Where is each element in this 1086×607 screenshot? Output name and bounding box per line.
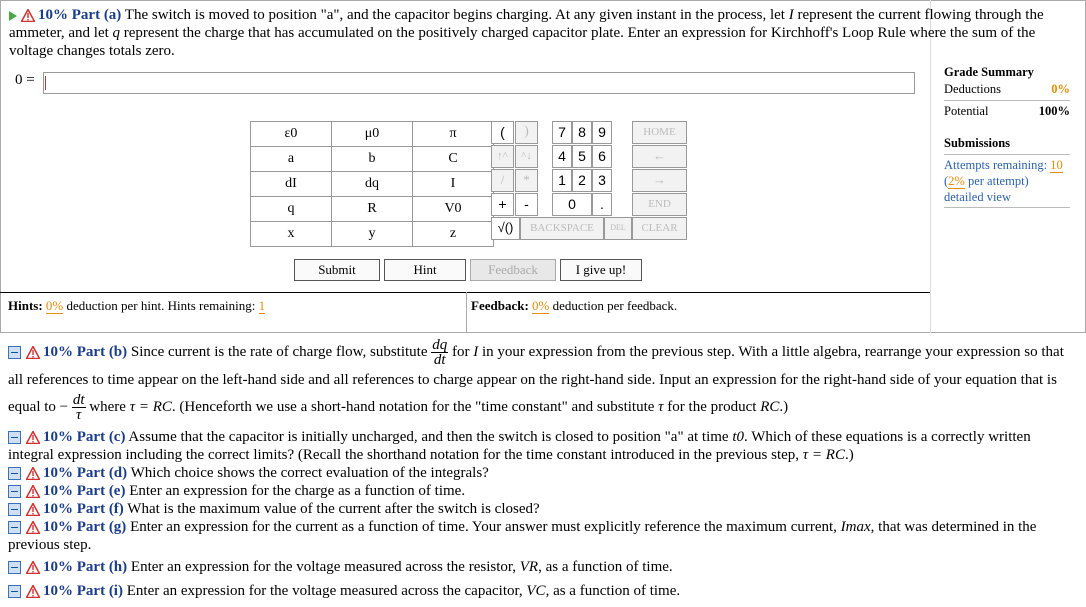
part-d [8, 464, 1078, 482]
var-i: I [788, 7, 794, 23]
part-a-text-2: represent the current flowing through the ammeter, and let [9, 7, 1044, 41]
key-y[interactable]: y [332, 222, 413, 247]
part-a-label: 10% Part (a) [38, 7, 122, 23]
part-c [8, 428, 1078, 464]
part-h-text-1: Enter an expression for the voltage measured across the resistor, [130, 559, 517, 575]
key-up[interactable]: ↑^ [491, 145, 514, 168]
key-6[interactable]: 6 [592, 145, 612, 168]
imax: Imax [840, 519, 871, 535]
tau-eq: τ = RC [129, 398, 172, 415]
give-up-button[interactable]: I give up! [560, 259, 642, 281]
collapse-icon[interactable] [8, 561, 21, 574]
warning-icon [26, 585, 40, 598]
key-pi[interactable]: π [413, 122, 494, 147]
key-dot[interactable]: . [592, 193, 612, 216]
key-end[interactable]: END [632, 193, 687, 216]
part-g-text-2: , that was determined in the previous step. [8, 519, 1037, 553]
tau: τ [658, 398, 664, 415]
part-h-text-2: , as a function of time. [538, 559, 673, 575]
key-del[interactable]: DEL [604, 217, 632, 240]
deductions-value: 0% [1051, 82, 1070, 96]
part-b-label: 10% Part (b) [43, 343, 128, 360]
tau-eq-c: τ = RC [802, 447, 845, 463]
part-a-question [9, 6, 1069, 60]
text-caret [45, 76, 46, 90]
key-9[interactable]: 9 [592, 121, 612, 144]
key-2[interactable]: 2 [572, 169, 592, 192]
answer-input[interactable] [43, 72, 915, 94]
key-7[interactable]: 7 [552, 121, 572, 144]
key-plus[interactable]: + [491, 193, 514, 216]
part-b-text-4: where [89, 398, 126, 415]
part-a-text-1: The switch is moved to position "a", and the capacitor begins charging. At any given instant in the process, let [124, 7, 789, 23]
part-g-label: 10% Part (g) [43, 519, 127, 535]
part-b-text-2: for [451, 343, 470, 360]
key-sqrt[interactable]: √() [491, 217, 520, 240]
deductions-label: Deductions [944, 82, 1001, 96]
warning-icon [26, 467, 40, 480]
part-i-text-1: Enter an expression for the voltage measured across the capacitor, [126, 583, 523, 599]
part-b-text-1: Since current is the rate of charge flow, substitute [130, 343, 428, 360]
part-b-text-5: . (Henceforth we use a short-hand notation for the "time constant" and substitute [171, 398, 655, 415]
collapse-icon[interactable] [8, 585, 21, 598]
key-multiply[interactable]: * [515, 169, 538, 192]
part-c-text-2: . Which of these equations is a correctly written integral expression including the correct limits? (Recall the shorthand notation for the time constant introduced in the previous step, [8, 429, 1031, 463]
hints-pct: 0% [45, 298, 64, 313]
part-d-label: 10% Part (d) [43, 465, 128, 481]
key-epsilon0[interactable]: ε0 [251, 122, 332, 147]
part-c-text-1: Assume that the capacitor is initially uncharged, and then the switch is closed to position "a" at time [128, 429, 729, 445]
key-a[interactable]: a [251, 147, 332, 172]
per-attempt-label: per attempt) [967, 174, 1029, 188]
part-i-text-2: , as a function of time. [545, 583, 681, 599]
hints-text: deduction per hint. Hints remaining: [66, 298, 256, 313]
hints-label: Hints: [8, 298, 43, 313]
key-dq[interactable]: dq [332, 172, 413, 197]
hints-info [8, 298, 265, 314]
key-4[interactable]: 4 [552, 145, 572, 168]
feedback-pct: 0% [532, 298, 550, 313]
feedback-info [471, 298, 677, 314]
key-I[interactable]: I [413, 172, 494, 197]
grade-summary [944, 64, 1070, 210]
fraction-dq-dt: $\frac{dq}{dt}$ [432, 337, 448, 368]
key-q[interactable]: q [251, 197, 332, 222]
key-minus[interactable]: - [515, 193, 538, 216]
warning-icon [26, 521, 40, 534]
key-right[interactable]: → [632, 169, 687, 192]
collapse-icon[interactable] [8, 485, 21, 498]
collapse-icon[interactable] [8, 346, 21, 359]
t0: t0 [732, 429, 744, 445]
answer-prefix: 0 = [15, 72, 35, 88]
feedback-button[interactable]: Feedback [470, 259, 556, 281]
key-z[interactable]: z [413, 222, 494, 247]
key-3[interactable]: 3 [592, 169, 612, 192]
key-left[interactable]: ← [632, 145, 687, 168]
part-i-label: 10% Part (i) [43, 583, 123, 599]
feedback-divider [466, 292, 467, 332]
key-5[interactable]: 5 [572, 145, 592, 168]
grade-title: Grade Summary [944, 65, 1034, 79]
part-i [8, 582, 1078, 600]
attempts-line [944, 157, 1070, 173]
potential-value: 100% [1038, 104, 1070, 118]
collapse-icon[interactable] [8, 503, 21, 516]
part-g [8, 518, 1078, 554]
per-attempt-pct: 2% [948, 174, 965, 188]
key-0[interactable]: 0 [552, 193, 592, 216]
key-R[interactable]: R [332, 197, 413, 222]
warning-icon [21, 9, 35, 22]
submit-button[interactable]: Submit [294, 259, 380, 281]
warning-icon [26, 431, 40, 444]
key-backspace[interactable]: BACKSPACE [520, 217, 604, 240]
part-f-text: What is the maximum value of the current after the switch is closed? [127, 501, 540, 517]
collapse-icon[interactable] [8, 467, 21, 480]
part-c-text-3: .) [844, 447, 854, 463]
key-8[interactable]: 8 [572, 121, 592, 144]
collapse-icon[interactable] [8, 521, 21, 534]
part-b-text-6: for the product [667, 398, 757, 415]
part-f-label: 10% Part (f) [43, 501, 124, 517]
key-divide[interactable]: / [491, 169, 514, 192]
var-q: q [112, 25, 121, 41]
part-h-label: 10% Part (h) [43, 559, 128, 575]
warning-icon [26, 503, 40, 516]
key-V0[interactable]: V0 [413, 197, 494, 222]
part-e [8, 482, 1078, 500]
key-mu0[interactable]: μ0 [332, 122, 413, 147]
warning-icon [26, 561, 40, 574]
key-x[interactable]: x [251, 222, 332, 247]
part-f [8, 500, 1078, 518]
warning-icon [26, 346, 40, 359]
part-e-text: Enter an expression for the charge as a function of time. [129, 483, 466, 499]
key-lparen[interactable]: ( [491, 121, 514, 144]
per-attempt-line [944, 173, 1070, 189]
hint-button[interactable]: Hint [384, 259, 466, 281]
vr: VR [519, 559, 539, 575]
attempts-label: Attempts remaining: [944, 158, 1048, 172]
part-b-text-7: .) [779, 398, 789, 415]
feedback-label: Feedback: [471, 298, 529, 313]
key-C[interactable]: C [413, 147, 494, 172]
part-d-text: Which choice shows the correct evaluation of the integrals? [130, 465, 489, 481]
key-1[interactable]: 1 [552, 169, 572, 192]
submissions-title: Submissions [944, 136, 1011, 150]
key-clear[interactable]: CLEAR [632, 217, 687, 240]
fraction-dt-tau: $\frac{dt}{\tau}$ [72, 392, 85, 423]
part-b-text-3: in your expression from the previous step. With a little algebra, rearrange your expression so that all references to time appear on the left-hand side and all references to charge appear on the right-hand side. Input an expression for the right-hand side of your equation that is equal to [8, 343, 1064, 415]
hints-divider [0, 292, 930, 293]
key-down[interactable]: ^↓ [515, 145, 538, 168]
collapse-icon[interactable] [8, 431, 21, 444]
part-h [8, 558, 1078, 576]
hints-remaining: 1 [258, 298, 266, 313]
part-g-text-1: Enter an expression for the current as a function of time. Your answer must explicitly reference the maximum current, [130, 519, 837, 535]
vc: VC [526, 583, 546, 599]
part-b [8, 338, 1078, 422]
per-attempt-open: ( [944, 174, 949, 188]
detailed-view-link[interactable]: detailed view [944, 190, 1011, 204]
symbol-keypad [250, 121, 494, 247]
part-e-label: 10% Part (e) [43, 483, 126, 499]
warning-icon [26, 485, 40, 498]
potential-label: Potential [944, 104, 989, 118]
part-c-label: 10% Part (c) [43, 429, 126, 445]
key-rparen[interactable]: ) [515, 121, 538, 144]
feedback-text: deduction per feedback. [552, 298, 678, 313]
part-a-text-3: represent the charge that has accumulated on the positively charged capacitor plate. Enter an expression for Kirchhoff's Loop Rule where the sum of the voltage changes totals zero. [9, 25, 1036, 59]
attempts-value: 10 [1050, 158, 1063, 172]
var-i-b: I [473, 343, 479, 360]
key-b[interactable]: b [332, 147, 413, 172]
minus-sign: − [59, 398, 69, 415]
key-home[interactable]: HOME [632, 121, 687, 144]
rc: RC [760, 398, 780, 415]
key-dI[interactable]: dI [251, 172, 332, 197]
expand-play-icon[interactable] [9, 11, 17, 21]
